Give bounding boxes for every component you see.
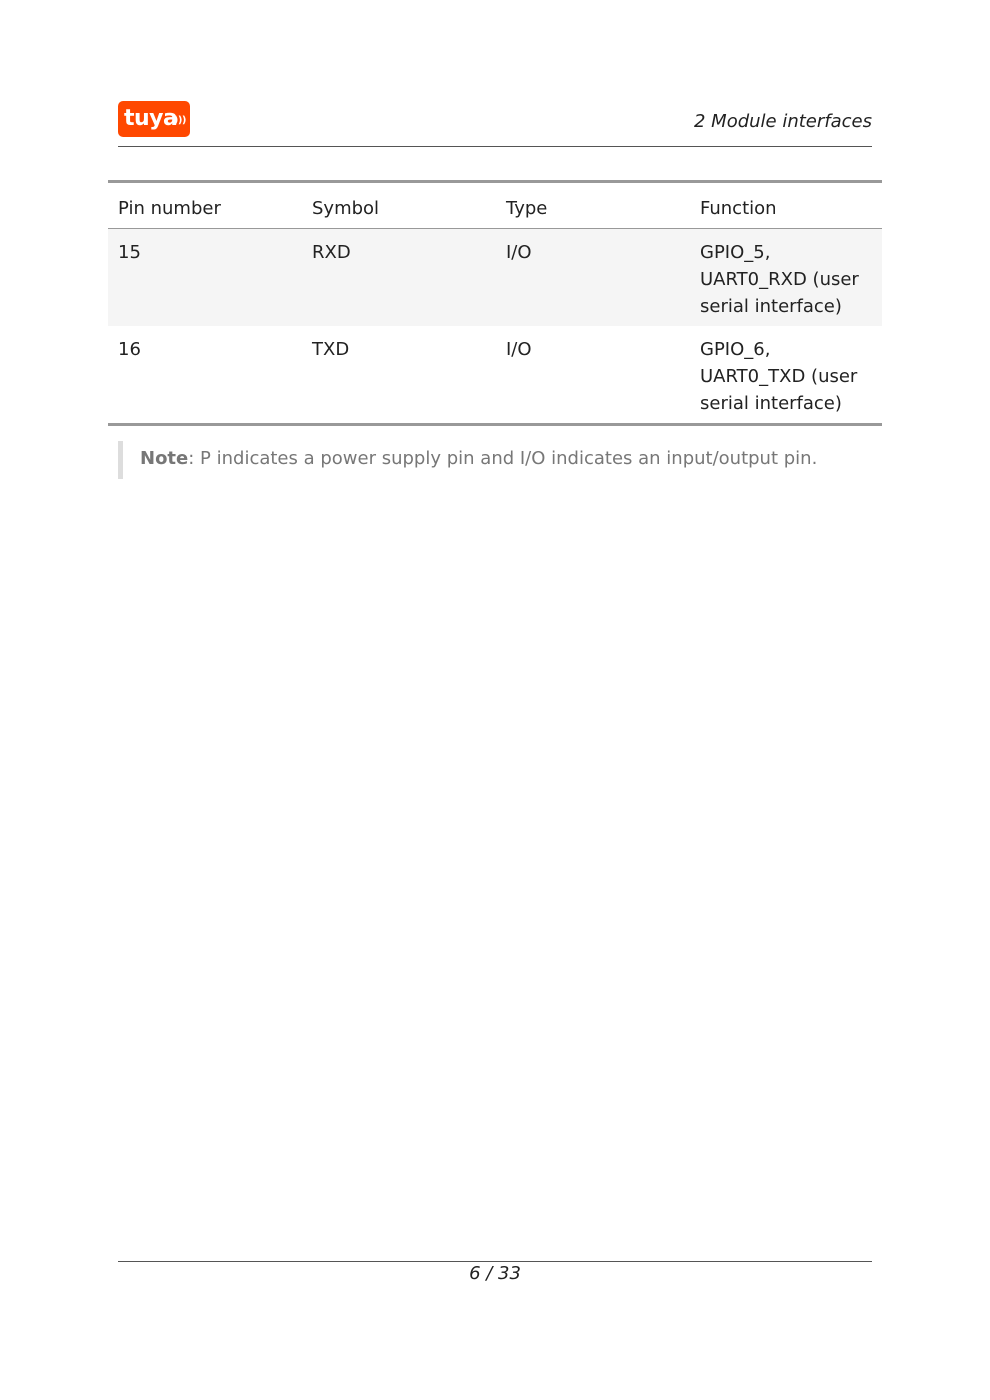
cell: 16 bbox=[108, 326, 302, 425]
cell: 15 bbox=[108, 229, 302, 327]
section-title: 2 Module interfaces bbox=[693, 111, 872, 132]
page-number: 6 / 33 bbox=[469, 1263, 521, 1284]
table-row bbox=[108, 326, 882, 425]
tuya-logo bbox=[118, 101, 190, 137]
note-callout bbox=[118, 441, 817, 479]
footer-divider bbox=[118, 1261, 872, 1262]
cell: TXD bbox=[302, 326, 496, 425]
cell: I/O bbox=[496, 229, 690, 327]
wifi-icon: ))) bbox=[173, 115, 186, 126]
note-text: : P indicates a power supply pin and I/O indicates an input/output pin. bbox=[188, 448, 818, 469]
note-label: Note bbox=[140, 448, 189, 469]
column-header: Type bbox=[496, 182, 690, 229]
column-header: Function bbox=[690, 182, 882, 229]
cell: GPIO_6, UART0_TXD (user serial interface) bbox=[690, 326, 882, 425]
column-header: Symbol bbox=[302, 182, 496, 229]
table-row bbox=[108, 229, 882, 327]
header-divider bbox=[118, 146, 872, 147]
logo-text: tuya bbox=[124, 106, 178, 131]
cell: I/O bbox=[496, 326, 690, 425]
cell: GPIO_5, UART0_RXD (user serial interface) bbox=[690, 229, 882, 327]
column-header: Pin number bbox=[108, 182, 302, 229]
pin-table bbox=[108, 180, 882, 426]
cell: RXD bbox=[302, 229, 496, 327]
